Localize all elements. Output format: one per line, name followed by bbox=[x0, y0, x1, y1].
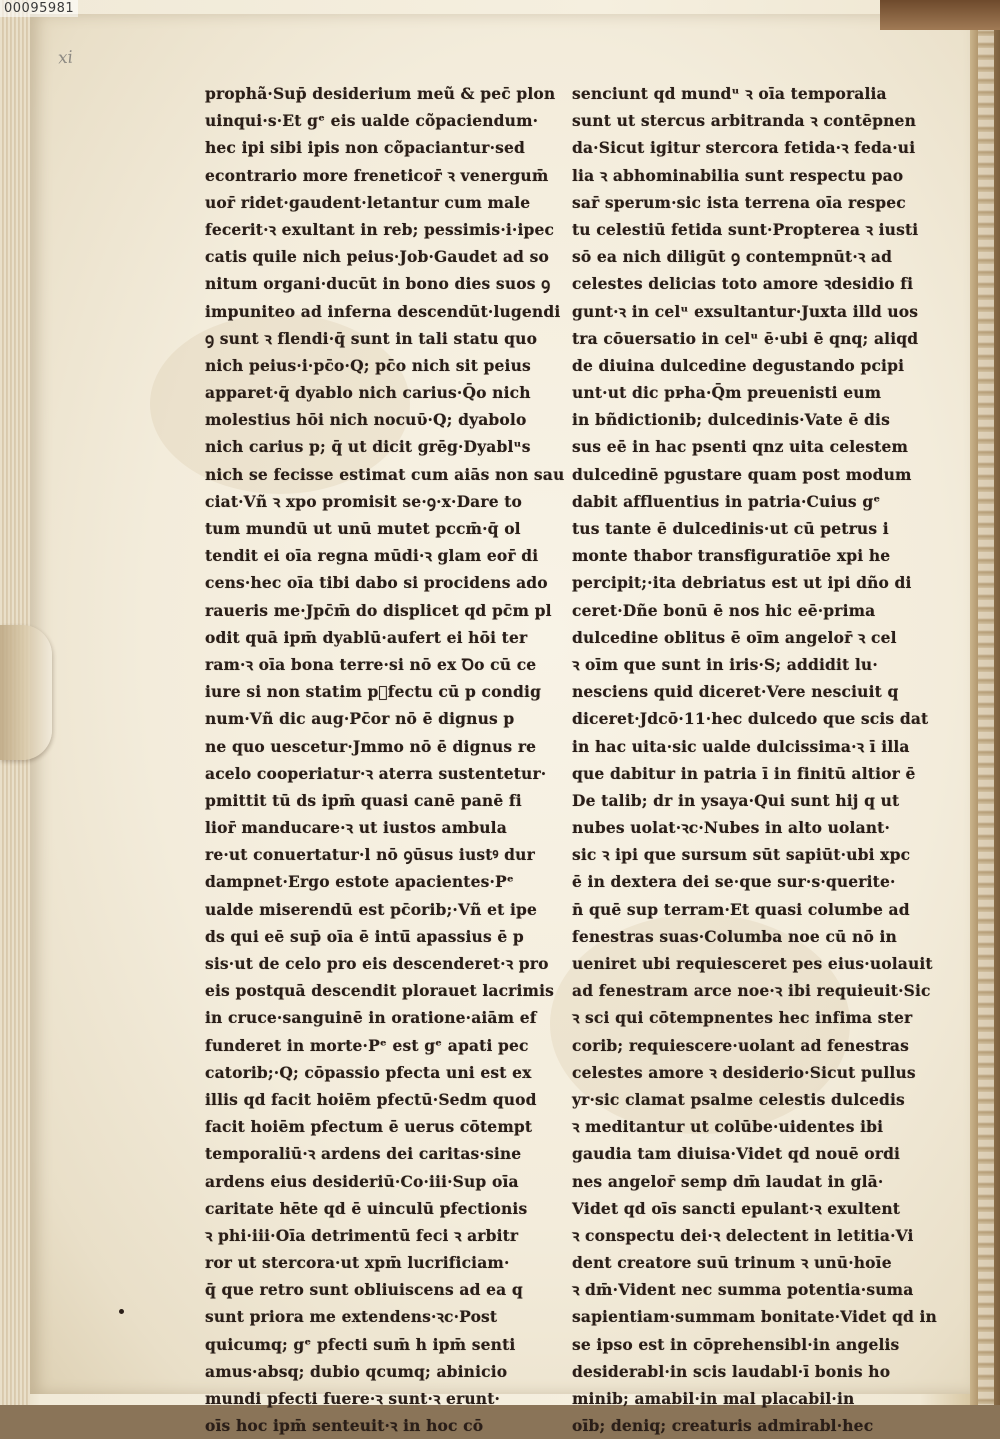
text-line: ad fenestram arce noe·ꝛ ibi requieuit·Sic bbox=[572, 981, 931, 1001]
text-line: da·Sicut igitur stercora fetida·ꝛ feda·ui bbox=[572, 138, 916, 158]
text-line: acelo cooperiatur·ꝛ aterra sustentetur· bbox=[205, 763, 547, 783]
text-line: funderet in morte·Pᵉ est gᵉ apati pec bbox=[205, 1035, 529, 1055]
text-line: diceret·Jdcō·11·hec dulcedo que scis dat bbox=[572, 709, 929, 729]
text-line: unt·ut dic pᴘha·Q̄m preuenisti eum bbox=[572, 383, 882, 403]
text-line: oīb; deniq; creaturis admirabl·hec bbox=[572, 1416, 874, 1436]
text-line: que dabitur in patria ī in finitū altior ē bbox=[572, 763, 916, 783]
text-line: celestes delicias toto amore ꝛdesidio fi bbox=[572, 274, 914, 294]
text-line: ꝛ dm̄·Vident nec summa potentia·suma bbox=[572, 1280, 914, 1300]
text-line: apparet·q̄ dyablo nich carius·Q̄o nich bbox=[205, 383, 531, 403]
text-line: ds qui eē sup̄ oīa ē intū̄ apassius ē p bbox=[205, 926, 524, 946]
text-line: fenestras suas·Columba noe cū nō in bbox=[572, 926, 897, 946]
text-line: oīs hoc ipm̄ senteuit·ꝛ in hoc cō bbox=[205, 1416, 484, 1436]
text-line: nich se fecisse estimat cum aiās non sau bbox=[205, 464, 565, 484]
binding-corner bbox=[880, 0, 1000, 30]
text-line: sar̄ sperum·sic ista terrena oīa respec bbox=[572, 192, 906, 212]
text-line: ardens eius desideriū·Co·iii·Sup oīa bbox=[205, 1171, 519, 1191]
text-line: nitum organi·ducūt in bono dies suos ꝯ bbox=[205, 274, 551, 294]
text-line: iure si non statim pᷓfectu cū p condig bbox=[205, 682, 542, 702]
binding-thread bbox=[978, 0, 994, 1405]
text-line: dent creatore suū trinum ꝛ unū·hoīe bbox=[572, 1253, 892, 1273]
text-line: molestius hōi nich nocuῡ·Q; dyabolo bbox=[205, 410, 527, 430]
text-line: ne quo uescetur·Jmmo nō ē dignus re bbox=[205, 736, 537, 756]
text-line: ē in dextera dei se·que sur·s·querite· bbox=[572, 872, 896, 892]
text-line: dampnet·Ergo estote apacientes·Pᵉ bbox=[205, 872, 514, 892]
text-line: amus·absq; dubio qcumq; abinicio bbox=[205, 1361, 508, 1381]
text-line: sunt ut stercus arbitranda ꝛ contēpnen bbox=[572, 111, 916, 131]
text-line: num·Vñ dic aug·Pc̄or nō ē dignus p bbox=[205, 709, 515, 729]
text-line: fecerit·ꝛ exultant in reb; pessimis·i·ipec bbox=[205, 219, 555, 239]
text-line: tu celestiū fetida sunt·Propterea ꝛ iusti bbox=[572, 219, 919, 239]
text-line: sus eē in hac psenti qnz uita celestem bbox=[572, 437, 909, 457]
text-line: monte thabor transfiguratiōe xpi he bbox=[572, 546, 891, 566]
ink-dot bbox=[119, 1309, 124, 1314]
text-line: tra cōuersatio in celᵘ ē·ubi ē qnq; aliqd bbox=[572, 328, 919, 348]
text-column-right bbox=[572, 80, 937, 1439]
text-line: se ipso est in cōprehensibl·in angelis bbox=[572, 1334, 900, 1354]
text-line: re·ut conuertatur·l nō ꝯūsus iustꝰ dur bbox=[205, 845, 535, 865]
text-line: eis postquā descendit plorauet lacrimis bbox=[205, 981, 555, 1001]
text-line: corib; requiescere·uolant ad fenestras bbox=[572, 1035, 909, 1055]
page-tab bbox=[0, 625, 52, 760]
text-line: raueris me·Jpc̄m̄ do displicet qd pc̄m pl bbox=[205, 600, 552, 620]
text-line: sunt priora me extendens·ꝛc·Post bbox=[205, 1307, 498, 1327]
text-line: lia ꝛ abhominabilia sunt respectu pao bbox=[572, 165, 904, 185]
text-line: tum mundū ut unū mutet pccm̄·q̄ ol bbox=[205, 519, 521, 538]
text-line: pmittit tū ds ipm̄ quasi canē panē fi bbox=[205, 790, 522, 810]
text-line: in hac uita·sic ualde dulcissima·ꝛ ī illa bbox=[572, 736, 910, 756]
text-line: minib; amabil·in mal placabil·in bbox=[572, 1389, 855, 1408]
text-line: tus tante ē dulcedinis·ut cū petrus i bbox=[572, 519, 889, 538]
text-line: ror ut stercora·ut xpm̄ lucrificiam· bbox=[205, 1253, 510, 1273]
text-line: nesciens quid diceret·Vere nesciuit q bbox=[572, 682, 899, 702]
text-line: uor̄ ridet·gaudent·letantur cum male bbox=[205, 192, 531, 212]
text-line: dulcedine oblitus ē oīm angelor̄ ꝛ cel bbox=[572, 627, 897, 647]
text-line: ꝛ phi·iii·Oīa detrimentū feci ꝛ arbitr bbox=[205, 1225, 519, 1245]
text-line: ꝛ sci qui cōtempnentes hec infima ster bbox=[572, 1008, 913, 1028]
text-line: ueniret ubi requiesceret pes eius·uolauit bbox=[572, 954, 933, 973]
pencil-marginalia: xi bbox=[57, 47, 74, 69]
text-line: ram·ꝛ oīa bona terre·si nō ex Ꝺo cū ce bbox=[205, 654, 537, 674]
text-line: ꝛ oīm que sunt in iris·S; addidit lu· bbox=[572, 654, 878, 674]
text-line: catorib;·Q; cōpassio pfecta uni est ex bbox=[205, 1062, 532, 1082]
text-line: uinqui·s·Et gᵉ eis ualde cõpaciendum· bbox=[205, 111, 539, 131]
text-line: prophã·Sup̄ desiderium meũ & pec̄ plon bbox=[205, 84, 556, 103]
text-line: in cruce·sanguinē in oratione·aiām ef bbox=[205, 1008, 537, 1028]
text-line: nes angelor̄ semp dm̄ laudat in glā· bbox=[572, 1171, 884, 1191]
text-line: hec ipi sibi ipis non cõpaciantur·sed bbox=[205, 138, 525, 158]
text-line: sic ꝛ ipi que sursum sūt sapiūt·ubi xpc bbox=[572, 845, 911, 865]
text-line: odit quā ipm̄ dyablū·aufert ei hōi ter bbox=[205, 627, 528, 647]
text-line: in bñdictionib; dulcedinis·Vate ē dis bbox=[572, 410, 890, 430]
text-line: sis·ut de celo pro eis descenderet·ꝛ pro bbox=[205, 954, 549, 973]
text-line: temporaliū·ꝛ ardens dei caritas·sine bbox=[205, 1144, 522, 1164]
text-line: dulcedinē pgustare quam post modum bbox=[572, 464, 912, 484]
text-line: ceret·Dñe bonū ē nos hic eē·prima bbox=[572, 600, 876, 620]
text-line: yr·sic clamat psalme celestis dulcedis bbox=[572, 1089, 905, 1109]
text-line: Videt qd oīs sancti epulant·ꝛ exultent bbox=[572, 1198, 901, 1218]
accession-number: 00095981 bbox=[0, 0, 78, 17]
text-line: nich peius·i·pc̄o·Q; pc̄o nich sit peius bbox=[205, 355, 531, 375]
text-line: q̄ que retro sunt obliuiscens ad ea q bbox=[205, 1280, 523, 1300]
text-line: desiderabl·in scis laudabl·ī bonis ho bbox=[572, 1361, 891, 1381]
text-line: caritate hēte qd ē uinculū pfectionis bbox=[205, 1198, 528, 1218]
text-column-left bbox=[205, 80, 565, 1439]
text-line: De talib; dr in ysaya·Qui sunt hij q ut bbox=[572, 790, 900, 810]
text-line: tendit ei oīa regna mūdi·ꝛ glam eor̄ di bbox=[205, 546, 539, 566]
text-line: celestes amore ꝛ desiderio·Sicut pullus bbox=[572, 1062, 916, 1082]
text-line: senciunt qd mundᵘ ꝛ oīa temporalia bbox=[572, 84, 887, 103]
text-line: econtrario more freneticor̄ ꝛ venergum̄ bbox=[205, 165, 549, 185]
text-line: percipit;·ita debriatus est ut ipi dño di bbox=[572, 573, 912, 593]
text-line: nubes uolat·ꝛc·Nubes in alto uolant· bbox=[572, 818, 891, 838]
text-line: facit hoiēm pfectum ē uerus cōtempt bbox=[205, 1117, 533, 1137]
text-line: ualde miserendū est pc̄orib;·Vñ et ipe bbox=[205, 899, 537, 919]
text-line: gunt·ꝛ in celᵘ exsultantur·Juxta illd uos bbox=[572, 301, 919, 321]
text-line: catis quile nich peius·Job·Gaudet ad so bbox=[205, 247, 549, 267]
text-line: ꝯ sunt ꝛ flendi·q̄ sunt in tali statu quo bbox=[205, 328, 538, 348]
text-line: dabit affluentius in patria·Cuius gᵉ bbox=[572, 491, 881, 511]
text-line: nich carius p; q̄ ut dicit grēg·Dyablᵘs bbox=[205, 437, 531, 457]
text-line: ꝛ meditantur ut colūbe·uidentes ibi bbox=[572, 1117, 884, 1137]
text-line: sō ea nich diligūt ꝯ contempnūt·ꝛ ad bbox=[572, 247, 893, 267]
text-line: ciat·Vñ ꝛ xpo promisit se·ꝯ·x·Dare to bbox=[205, 491, 523, 511]
text-line: quicumq; gᵉ pfecti sum̄ h ipm̄ senti bbox=[205, 1334, 516, 1354]
text-line: mundi pfecti fuere·ꝛ sunt·ꝛ erunt· bbox=[205, 1389, 501, 1408]
text-line: n̄ quē sup terram·Et quasi columbe ad bbox=[572, 899, 910, 919]
text-line: sapientiam·summam bonitate·Videt qd in bbox=[572, 1307, 937, 1327]
text-line: illis qd facit hoiēm pfectū·Sedm quod bbox=[205, 1089, 537, 1109]
text-line: impuniteo ad inferna descendūt·lugendi bbox=[205, 301, 561, 321]
text-line: lior̄ manducare·ꝛ ut iustos ambula bbox=[205, 818, 507, 838]
text-line: de diuina dulcedine degustando pcipi bbox=[572, 355, 905, 375]
text-line: ꝛ conspectu dei·ꝛ delectent in letitia·Vi bbox=[572, 1225, 914, 1245]
text-line: gaudia tam diuisa·Videt qd nouē ordi bbox=[572, 1144, 901, 1164]
text-line: cens·hec oīa tibi dabo si procidens ado bbox=[205, 573, 548, 593]
